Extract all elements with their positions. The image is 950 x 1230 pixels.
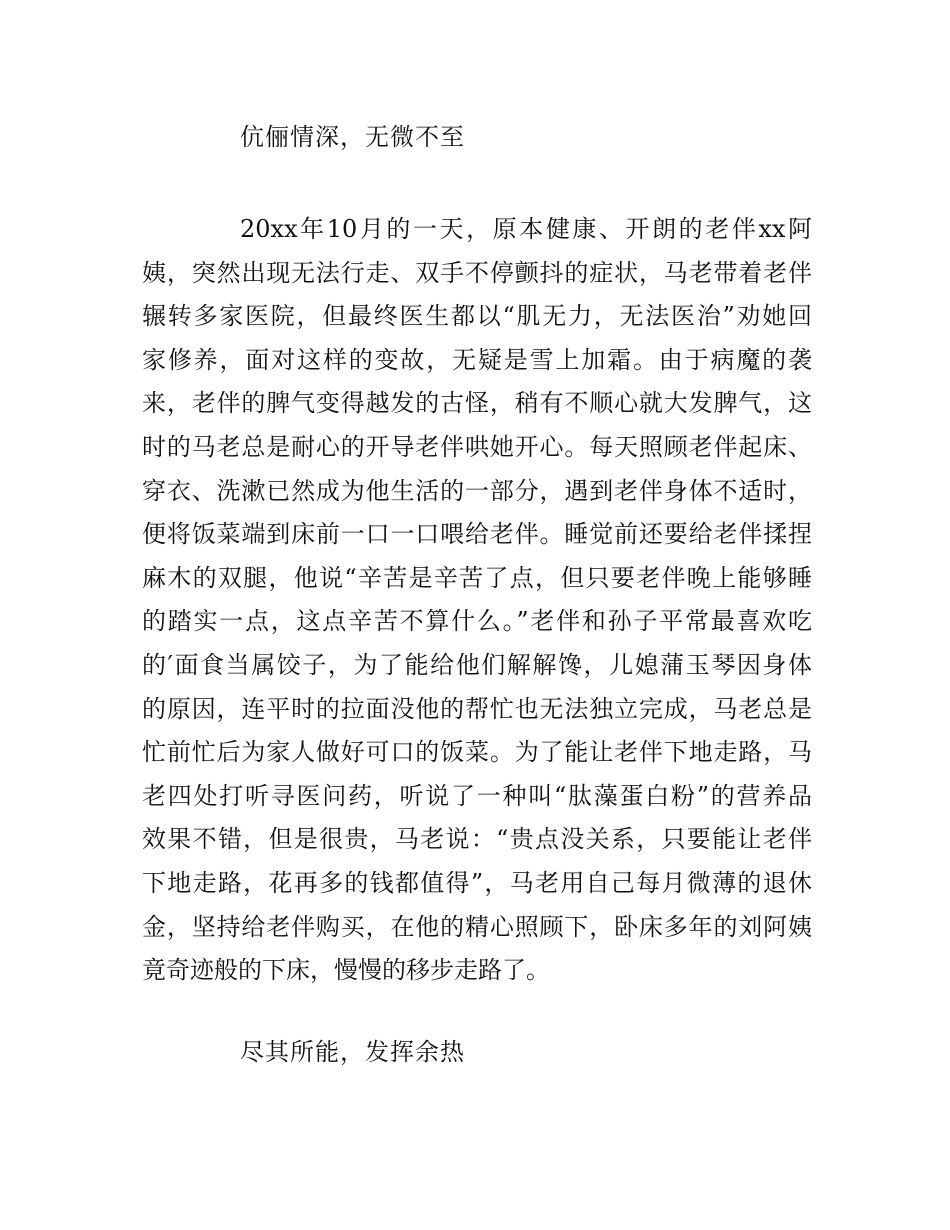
paragraph-line: 姨，突然出现无法行走、双手不停颤抖的症状，马老带着老伴 <box>142 258 812 287</box>
paragraph-line: 老四处打听寻医问药，听说了一种叫“肽藻蛋白粉”的营养品 <box>142 781 812 810</box>
paragraph-line: 麻木的双腿，他说“辛苦是辛苦了点，但只要老伴晚上能够睡 <box>142 563 812 592</box>
paragraph-line: 辗转多家医院，但最终医生都以“肌无力，无法医治”劝她回 <box>142 302 812 331</box>
paragraph-line: 家修养，面对这样的变故，无疑是雪上加霜。由于病魔的袭 <box>142 345 812 374</box>
paragraph-line: 竟奇迹般的下床，慢慢的移步走路了。 <box>142 956 550 985</box>
paragraph-line: 的′面食当属饺子，为了能给他们解解馋，儿媳蒲玉琴因身体 <box>142 650 812 679</box>
paragraph-line: 金，坚持给老伴购买，在他的精心照顾下，卧床多年的刘阿姨 <box>142 912 812 941</box>
paragraph-line: 20xx年10月的一天，原本健康、开朗的老伴xx阿 <box>240 215 812 243</box>
paragraph-line: 忙前忙后为家人做好可口的饭菜。为了能让老伴下地走路，马 <box>142 738 812 767</box>
paragraph-line: 的原因，连平时的拉面没他的帮忙也无法独立完成，马老总是 <box>142 694 812 723</box>
body-paragraph <box>142 208 812 993</box>
section-heading-2: 尽其所能，发挥余热 <box>240 1038 465 1066</box>
paragraph-line: 的踏实一点，这点辛苦不算什么。”老伴和孙子平常最喜欢吃 <box>142 607 812 636</box>
paragraph-line: 时的马老总是耐心的开导老伴哄她开心。每天照顾老伴起床、 <box>142 432 812 461</box>
paragraph-line: 便将饭菜端到床前一口一口喂给老伴。睡觉前还要给老伴揉捏 <box>142 520 812 549</box>
paragraph-line: 效果不错，但是很贵，马老说：“贵点没关系，只要能让老伴 <box>142 825 812 854</box>
paragraph-line: 穿衣、洗漱已然成为他生活的一部分，遇到老伴身体不适时， <box>142 476 812 505</box>
paragraph-line: 来，老伴的脾气变得越发的古怪，稍有不顺心就大发脾气，这 <box>142 389 812 418</box>
paragraph-line: 下地走路，花再多的钱都值得”，马老用自己每月微薄的退休 <box>142 868 812 897</box>
section-heading-1: 伉俪情深，无微不至 <box>240 123 465 151</box>
